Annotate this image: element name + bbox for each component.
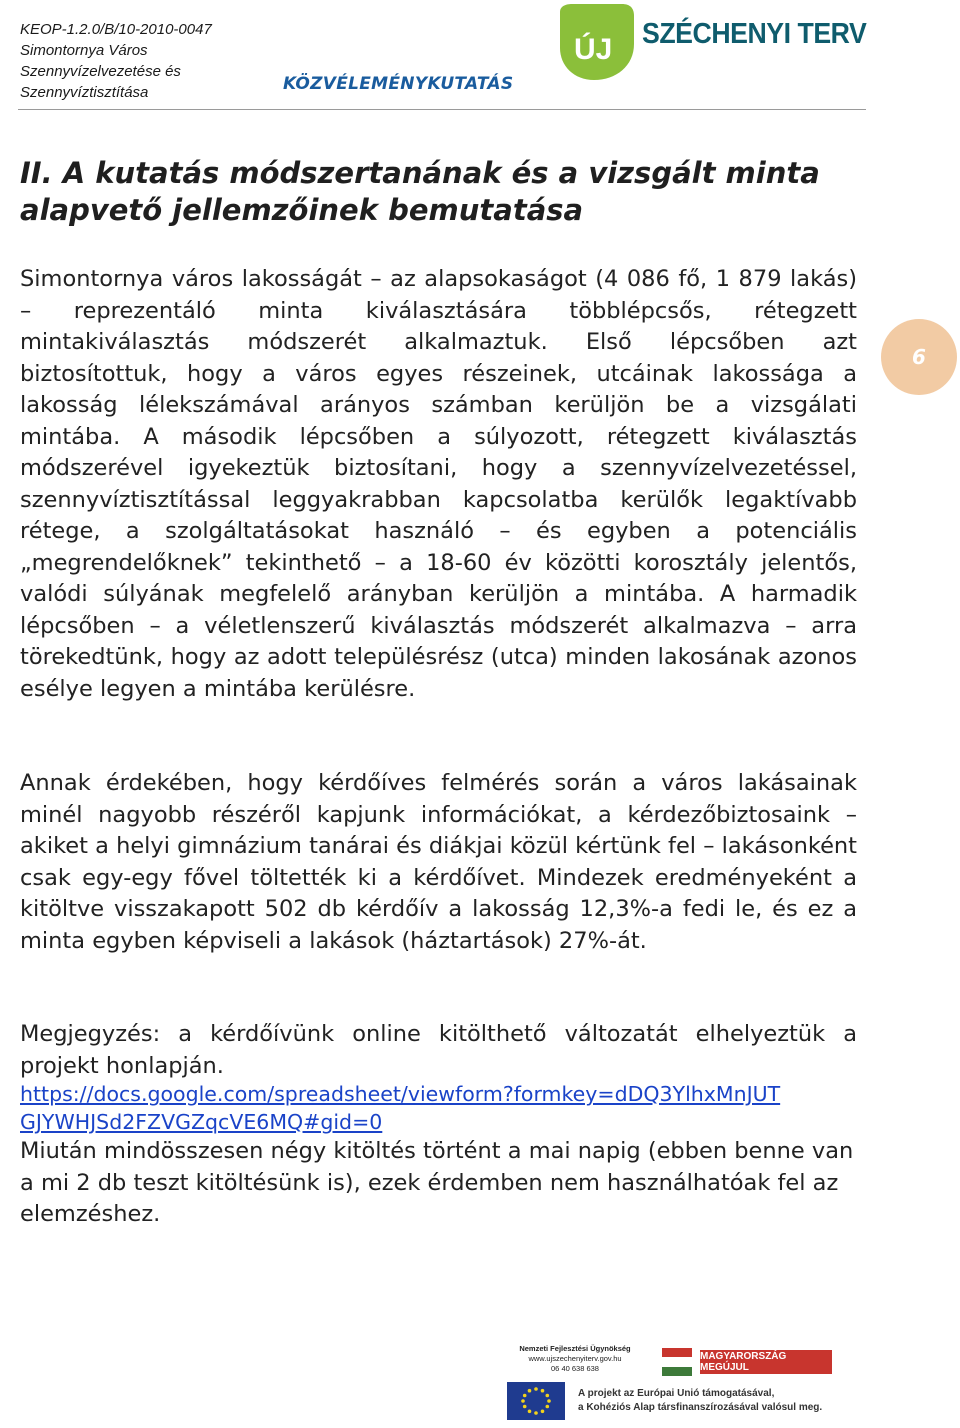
- agency-name: Nemzeti Fejlesztési Ügynökség: [519, 1344, 631, 1353]
- paragraph-note: Megjegyzés: a kérdőívünk online kitölthető változatát elhelyeztük a projekt honlapján.: [20, 1021, 857, 1079]
- paragraph-conclusion: Miután mindösszesen négy kitöltés történt a mai napig (ebben benne van a mi 2 db teszt kitöltésünk is), ezek érdemben nem használhatóak fel az elemzéshez.: [20, 1138, 854, 1227]
- logo-wordmark: SZÉCHENYI TERV: [642, 18, 867, 50]
- survey-link-line[interactable]: https://docs.google.com/spreadsheet/viewform?formkey=dDQ3YlhxMnJUT: [20, 1082, 781, 1106]
- document-title: KÖZVÉLEMÉNYKUTATÁS: [283, 74, 514, 94]
- page-number-badge: 6: [881, 319, 957, 395]
- survey-link[interactable]: [20, 1080, 870, 1136]
- org-line: Szennyvízelvezetése és: [20, 63, 181, 80]
- header-divider: [18, 109, 866, 110]
- hungary-renews-badge: MAGYARORSZÁG MEGÚJUL: [700, 1350, 832, 1374]
- agency-url: www.ujszechenyiterv.gov.hu: [528, 1354, 622, 1363]
- project-code: KEOP-1.2.0/B/10-2010-0047: [20, 21, 212, 38]
- eu-flag-icon: [507, 1382, 565, 1420]
- logo-badge-text: ÚJ: [574, 33, 613, 66]
- header-org-block: [20, 19, 212, 103]
- eu-funding-note: [578, 1387, 858, 1415]
- org-line: Szennyvíztisztítása: [20, 84, 149, 101]
- paragraph-survey: Annak érdekében, hogy kérdőíves felmérés során a város lakásainak minél nagyobb részéről kapjunk információkat, a kérdezőbiztosaink – akiket a helyi gimnázium tanárai és diákjai közül kértünk fel – lakásonként csak egy-egy fővel töltették ki a kérdőívet. Mindezek eredményeként a kitöltve visszakapott 502 db kérdőív a lakosság 12,3%-a fedi le, és ez a minta egyben képviseli a lakások (háztartások) 27%-át.: [20, 770, 857, 954]
- hungary-flag-icon: [662, 1348, 692, 1376]
- agency-phone: 06 40 638 638: [551, 1364, 599, 1373]
- survey-link-line[interactable]: GJYWHJSd2FZVGZqcVE6MQ#gid=0: [20, 1110, 383, 1134]
- org-line: Simontornya Város: [20, 42, 148, 59]
- agency-block: [510, 1344, 640, 1374]
- eu-funding-line: a Kohéziós Alap társfinanszírozásával valósul meg.: [578, 1402, 823, 1413]
- section-heading: II. A kutatás módszertanának és a vizsgált minta alapvető jellemzőinek bemutatása: [20, 156, 820, 227]
- eu-funding-line: A projekt az Európai Unió támogatásával,: [578, 1388, 775, 1399]
- paragraph-methodology: Simontornya város lakosságát – az alapsokaságot (4 086 fő, 1 879 lakás) – reprezentáló minta kiválasztására többlépcsős, rétegzett mintakiválasztás módszerét alkalmaztuk. Első lépcsőben azt biztosítottuk, hogy a város egyes részeinek, utcáinak lakossága a lakosság lélekszámával arányos számban kerüljön be a vizsgálati mintába. A második lépcsőben a súlyozott, rétegzett kiválasztás módszerével igyekeztük biztosítani, hogy a szennyvízelvezetéssel, szennyvíztisztítással leggyakrabban kapcsolatba kerülők legaktívabb rétege, a szolgáltatásokat használó – és egyben a potenciális „megrendelőknek” tekinthető – a 18-60 év közötti korosztály jelentős, valódi súlyának megfelelő arányban kerüljön a mintába. A harmadik lépcsőben – a véletlenszerű kiválasztás módszerét alkalmazva – arra törekedtünk, hogy az adott településrész (utca) minden lakosának azonos esélye legyen a mintába kerülésre.: [20, 266, 857, 702]
